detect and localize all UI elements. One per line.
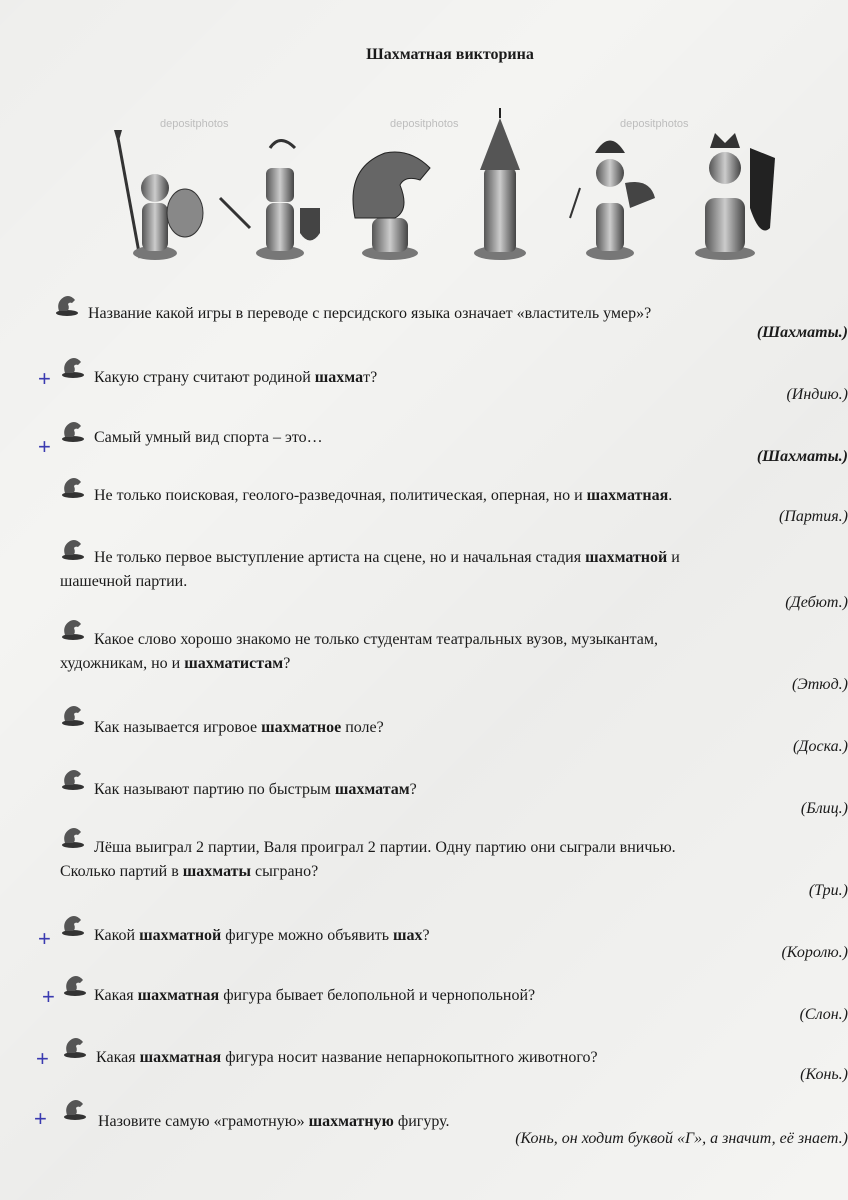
watermark-text: depositphotos (390, 118, 459, 130)
question-text: Какая шахматная фигура носит название непарнокопытного животного? (96, 1049, 598, 1066)
question-text: Самый умный вид спорта – это… (94, 429, 323, 446)
chess-knight-icon (54, 294, 80, 316)
knight-figure (220, 141, 320, 261)
question-text: Какое слово хорошо знакомо не только студентам театральных вузов, музыкантам, (94, 631, 658, 648)
chess-knight-icon (60, 914, 86, 936)
answer-text: (Индию.) (786, 386, 848, 403)
answer-text: (Партия.) (779, 508, 848, 525)
chess-knight-icon (62, 1036, 88, 1058)
answer-text: (Конь, он ходит буквой «Г», а значит, её знает.) (515, 1130, 848, 1147)
checkmark-plus: + (38, 926, 51, 951)
chess-knight-icon (60, 356, 86, 378)
answer-text: (Блиц.) (800, 800, 848, 817)
pawn-figure (114, 130, 203, 260)
chess-knight-icon (60, 538, 86, 560)
watermark-text: depositphotos (160, 118, 229, 130)
question-text-line2: Сколько партий в шахматы сыграно? (60, 863, 319, 880)
checkmark-plus: + (34, 1106, 47, 1131)
answer-text: (Слон.) (799, 1006, 848, 1023)
horse-figure (353, 152, 430, 260)
chess-knight-icon (60, 768, 86, 790)
question-text: Какая шахматная фигура бывает белопольной и чернопольной? (94, 987, 536, 1004)
rook-figure (474, 108, 526, 260)
checkmark-plus: + (38, 366, 51, 391)
chess-knight-icon (62, 974, 88, 996)
answer-text: (Этюд.) (791, 676, 848, 693)
checkmark-plus: + (42, 984, 55, 1009)
queen-figure (570, 141, 655, 261)
chess-knight-icon (60, 420, 86, 442)
chess-knight-icon (60, 704, 86, 726)
question-text: Как называется игровое шахматное поле? (94, 719, 384, 736)
question-text: Название какой игры в переводе с персидского языка означает «властитель умер»? (88, 305, 652, 322)
watermark-text: depositphotos (620, 118, 689, 130)
question-text-line2: художникам, но и шахматистам? (60, 655, 291, 672)
question-text: Как называют партию по быстрым шахматам? (94, 781, 417, 798)
answer-text: (Королю.) (781, 944, 848, 961)
chess-knight-icon (60, 618, 86, 640)
question-text: Не только поисковая, геолого-разведочная, политическая, оперная, но и шахматная. (94, 487, 673, 504)
question-text: Назовите самую «грамотную» шахматную фигуру. (98, 1113, 450, 1130)
question-text-line2: шашечной партии. (60, 573, 188, 590)
chess-knight-icon (60, 826, 86, 848)
chess-knight-icon (62, 1098, 88, 1120)
answer-text: (Доска.) (792, 738, 848, 755)
chess-figures-illustration (100, 108, 800, 278)
answer-text: (Конь.) (800, 1066, 848, 1083)
question-text: Какую страну считают родиной шахмат? (94, 369, 378, 386)
question-text: Лёша выиграл 2 партии, Валя проиграл 2 партии. Одну партию они сыграли вничью. (94, 839, 676, 856)
chess-figures-svg (100, 108, 800, 278)
page-title: Шахматная викторина (366, 46, 534, 63)
answer-text: (Шахматы.) (756, 324, 848, 341)
answer-text: (Шахматы.) (756, 448, 848, 465)
checkmark-plus: + (38, 434, 51, 459)
king-figure (695, 133, 775, 260)
chess-knight-icon (60, 476, 86, 498)
answer-text: (Дебют.) (785, 594, 848, 611)
checkmark-plus: + (36, 1046, 49, 1071)
question-text: Какой шахматной фигуре можно объявить шах? (94, 927, 430, 944)
answer-text: (Три.) (808, 882, 848, 899)
question-text: Не только первое выступление артиста на сцене, но и начальная стадия шахматной и (94, 549, 680, 566)
